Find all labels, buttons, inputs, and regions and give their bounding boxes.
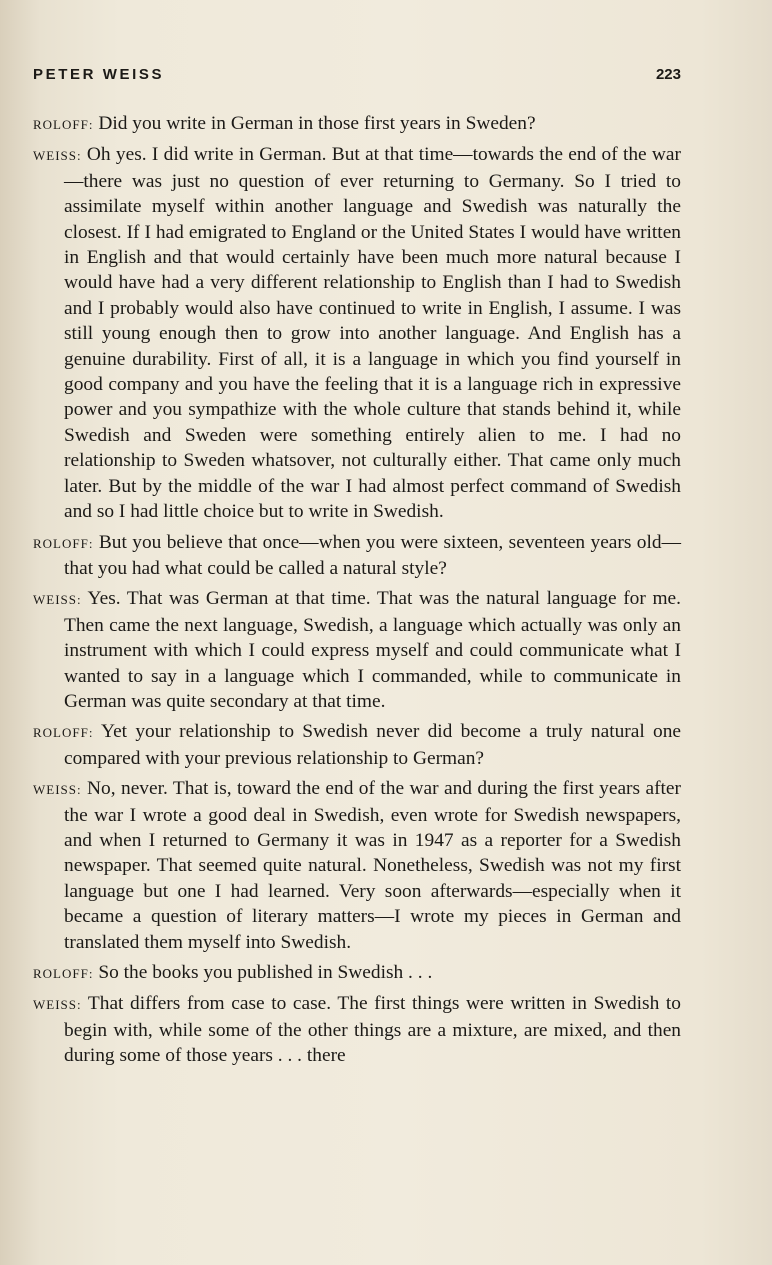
paragraph [33, 776, 681, 955]
speaker-label: WEISS: [33, 782, 82, 798]
speaker-label: ROLOFF: [33, 117, 94, 132]
speaker-label: WEISS: [33, 148, 82, 164]
paragraph-text: So the books you published in Swedish . . . [98, 962, 433, 983]
paragraph [33, 111, 681, 137]
paragraph [33, 960, 681, 986]
paragraph [33, 142, 681, 524]
speaker-label: WEISS: [33, 592, 82, 608]
running-head [33, 66, 681, 88]
paragraph [33, 586, 681, 714]
paragraph [33, 991, 681, 1068]
paragraph-text: Yes. That was German at that time. That was the natural language for me. Then came the next language, Swedish, a language which actually was only an instrument with which I could express myself and could communicate what I wanted to say in a language which I commanded, while to communicate in German was quite secondary at that time. [64, 588, 681, 712]
paragraph-text: That differs from case to case. The first things were written in Swedish to begin with, while some of the other things are a mixture, are mixed, and then during some of those years . . . there [64, 993, 681, 1067]
paragraph-text: Did you write in German in those first years in Sweden? [98, 113, 536, 134]
speaker-label: WEISS: [33, 997, 82, 1013]
speaker-label: ROLOFF: [33, 535, 94, 551]
speaker-label: ROLOFF: [33, 725, 94, 741]
paragraph [33, 719, 681, 771]
paragraph-text: Yet your relationship to Swedish never did become a truly natural one compared with your previous relationship to German? [64, 721, 681, 769]
paragraph-text: Oh yes. I did write in German. But at that time—towards the end of the war—there was just no question of ever returning to Germany. So I tried to assimilate myself within another language and Swedish was naturally the closest. If I had emigrated to England or the United States I would have written in English and that would certainly have been much more natural because I would have had a very different relationship to English than I had to Swedish and I probably would also have continued to write in English, I assume. I was still young enough then to grow into another language. And English has a genuine durability. First of all, it is a language in which you find yourself in good company and you have the feeling that it is a language rich in expressive power and you sympathize with the whole culture that stands behind it, while Swedish and Sweden were something entirely alien to me. I had no relationship to Sweden whatsover, not culturally either. That came only much later. But by the middle of the war I had almost perfect command of Swedish and so I had little choice but to write in Swedish. [64, 144, 681, 523]
speaker-label: ROLOFF: [33, 966, 94, 981]
page-number: 223 [655, 66, 681, 83]
running-head-author: PETER WEISS [33, 66, 165, 83]
paragraph-text: No, never. That is, toward the end of the war and during the first years after the war I wrote a good deal in Swedish, even wrote for Swedish newspapers, and when I returned to Germany it was in 1947 as a reporter for a Swedish newspaper. That seemed quite natural. Nonetheless, Swedish was not my first language but one I had learned. Very soon afterwards—especially when it became a question of literary matters—I wrote my pieces in German and translated them myself into Swedish. [64, 778, 681, 953]
paragraph [33, 530, 681, 582]
paragraph-text: But you believe that once—when you were sixteen, seventeen years old—that you had what could be called a natural style? [64, 531, 681, 579]
interview-text [33, 111, 681, 1074]
